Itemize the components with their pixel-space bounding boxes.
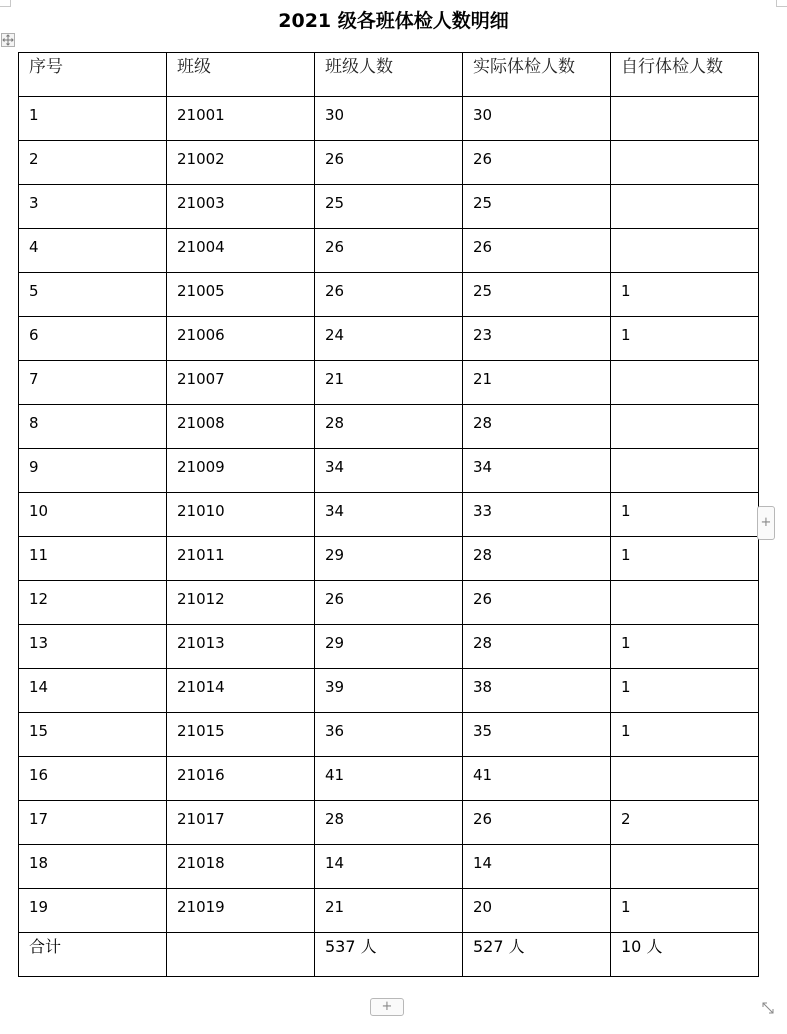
cell-actual-count: 20 — [463, 889, 611, 933]
table-row — [19, 581, 759, 625]
cell-class: 21010 — [167, 493, 315, 537]
cell-class-count: 29 — [315, 537, 463, 581]
cell-class-count: 14 — [315, 845, 463, 889]
table-row — [19, 185, 759, 229]
cell-class: 21006 — [167, 317, 315, 361]
cell-self-count: 1 — [611, 625, 759, 669]
page-corner-mark-left — [0, 0, 11, 7]
cell-self-count: 1 — [611, 273, 759, 317]
cell-self-count — [611, 141, 759, 185]
cell-index: 16 — [19, 757, 167, 801]
cell-class: 21005 — [167, 273, 315, 317]
cell-self-count: 1 — [611, 669, 759, 713]
cell-class: 21014 — [167, 669, 315, 713]
table-row — [19, 669, 759, 713]
cell-index: 2 — [19, 141, 167, 185]
cell-class: 21004 — [167, 229, 315, 273]
cell-actual-count: 26 — [463, 801, 611, 845]
cell-index: 13 — [19, 625, 167, 669]
table-row — [19, 757, 759, 801]
table-row — [19, 229, 759, 273]
cell-self-count: 1 — [611, 537, 759, 581]
cell-class-count: 28 — [315, 801, 463, 845]
cell-self-count: 1 — [611, 713, 759, 757]
cell-actual-count: 26 — [463, 141, 611, 185]
cell-class: 21007 — [167, 361, 315, 405]
cell-class-count: 26 — [315, 581, 463, 625]
total-label: 合计 — [19, 933, 167, 977]
cell-class: 21008 — [167, 405, 315, 449]
cell-index: 10 — [19, 493, 167, 537]
add-column-button[interactable]: + — [757, 506, 775, 540]
cell-class-count: 25 — [315, 185, 463, 229]
cell-index: 9 — [19, 449, 167, 493]
cell-index: 18 — [19, 845, 167, 889]
table-row — [19, 889, 759, 933]
cell-class-count: 39 — [315, 669, 463, 713]
cell-class: 21012 — [167, 581, 315, 625]
cell-self-count — [611, 361, 759, 405]
cell-class: 21018 — [167, 845, 315, 889]
cell-actual-count: 33 — [463, 493, 611, 537]
table-row — [19, 493, 759, 537]
cell-class-count: 26 — [315, 229, 463, 273]
cell-class-count: 36 — [315, 713, 463, 757]
table-row — [19, 405, 759, 449]
table-header-row — [19, 53, 759, 97]
table-row — [19, 97, 759, 141]
cell-self-count — [611, 757, 759, 801]
cell-class: 21011 — [167, 537, 315, 581]
cell-actual-count: 35 — [463, 713, 611, 757]
cell-self-count: 1 — [611, 889, 759, 933]
cell-actual-count: 21 — [463, 361, 611, 405]
cell-index: 1 — [19, 97, 167, 141]
cell-class-count: 41 — [315, 757, 463, 801]
page-corner-mark-right — [776, 0, 787, 7]
cell-self-count — [611, 581, 759, 625]
cell-actual-count: 26 — [463, 229, 611, 273]
cell-actual-count: 34 — [463, 449, 611, 493]
cell-index: 15 — [19, 713, 167, 757]
cell-self-count — [611, 97, 759, 141]
table-row — [19, 361, 759, 405]
cell-class: 21019 — [167, 889, 315, 933]
cell-actual-count: 28 — [463, 625, 611, 669]
add-row-button[interactable]: + — [370, 998, 404, 1016]
header-class: 班级 — [167, 53, 315, 97]
cell-self-count: 2 — [611, 801, 759, 845]
cell-index: 12 — [19, 581, 167, 625]
cell-self-count — [611, 185, 759, 229]
cell-self-count: 1 — [611, 317, 759, 361]
cell-actual-count: 23 — [463, 317, 611, 361]
table-row — [19, 273, 759, 317]
cell-actual-count: 14 — [463, 845, 611, 889]
cell-class: 21016 — [167, 757, 315, 801]
cell-actual-count: 26 — [463, 581, 611, 625]
table-row — [19, 141, 759, 185]
header-index: 序号 — [19, 53, 167, 97]
cell-index: 7 — [19, 361, 167, 405]
cell-class-count: 21 — [315, 361, 463, 405]
cell-self-count: 1 — [611, 493, 759, 537]
cell-actual-count: 28 — [463, 405, 611, 449]
cell-self-count — [611, 449, 759, 493]
total-class — [167, 933, 315, 977]
total-class-count: 537 人 — [315, 933, 463, 977]
table-row — [19, 449, 759, 493]
cell-index: 3 — [19, 185, 167, 229]
table-row — [19, 801, 759, 845]
cell-class: 21017 — [167, 801, 315, 845]
cell-index: 11 — [19, 537, 167, 581]
cell-class: 21002 — [167, 141, 315, 185]
total-self-count: 10 人 — [611, 933, 759, 977]
cell-actual-count: 25 — [463, 185, 611, 229]
cell-actual-count: 30 — [463, 97, 611, 141]
cell-class: 21003 — [167, 185, 315, 229]
table-total-row — [19, 933, 759, 977]
cell-index: 5 — [19, 273, 167, 317]
table-resize-handle-icon[interactable] — [760, 1000, 776, 1016]
cell-class-count: 34 — [315, 449, 463, 493]
cell-class: 21013 — [167, 625, 315, 669]
table-move-handle-icon[interactable] — [1, 33, 15, 47]
header-self-count: 自行体检人数 — [611, 53, 759, 97]
cell-class-count: 26 — [315, 141, 463, 185]
cell-actual-count: 38 — [463, 669, 611, 713]
cell-index: 14 — [19, 669, 167, 713]
header-class-count: 班级人数 — [315, 53, 463, 97]
cell-actual-count: 41 — [463, 757, 611, 801]
cell-class-count: 28 — [315, 405, 463, 449]
table-row — [19, 625, 759, 669]
cell-self-count — [611, 229, 759, 273]
cell-index: 8 — [19, 405, 167, 449]
cell-class-count: 34 — [315, 493, 463, 537]
cell-self-count — [611, 845, 759, 889]
cell-class-count: 30 — [315, 97, 463, 141]
cell-class: 21015 — [167, 713, 315, 757]
cell-self-count — [611, 405, 759, 449]
header-actual-count: 实际体检人数 — [463, 53, 611, 97]
table-row — [19, 317, 759, 361]
table-row — [19, 537, 759, 581]
cell-index: 4 — [19, 229, 167, 273]
table-row — [19, 845, 759, 889]
cell-actual-count: 25 — [463, 273, 611, 317]
cell-class-count: 29 — [315, 625, 463, 669]
cell-class-count: 26 — [315, 273, 463, 317]
cell-class: 21009 — [167, 449, 315, 493]
cell-class-count: 21 — [315, 889, 463, 933]
class-exam-table — [18, 52, 759, 977]
cell-actual-count: 28 — [463, 537, 611, 581]
cell-index: 6 — [19, 317, 167, 361]
cell-index: 19 — [19, 889, 167, 933]
cell-class: 21001 — [167, 97, 315, 141]
document-title: 2021 级各班体检人数明细 — [278, 10, 509, 32]
table-row — [19, 713, 759, 757]
cell-class-count: 24 — [315, 317, 463, 361]
total-actual-count: 527 人 — [463, 933, 611, 977]
cell-index: 17 — [19, 801, 167, 845]
